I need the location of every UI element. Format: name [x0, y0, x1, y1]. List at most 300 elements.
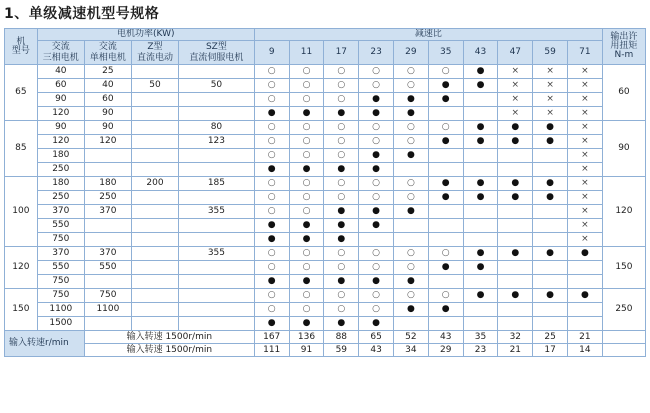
- ratio-cell: [567, 135, 602, 149]
- power-z-cell: [131, 289, 178, 303]
- ratio-cell: [394, 65, 429, 79]
- ratio-cell: [289, 191, 324, 205]
- ratio-cell: [428, 65, 463, 79]
- ratio-cell: [324, 275, 359, 289]
- table-row: [5, 205, 646, 219]
- filled-circle-icon: ●: [302, 234, 311, 244]
- ratio-cell: [324, 219, 359, 233]
- ratio-cell: [394, 163, 429, 177]
- filled-circle-icon: ●: [372, 318, 381, 328]
- ratio-cell: [359, 275, 394, 289]
- ratio-cell: [394, 205, 429, 219]
- header-ratio-11: 11: [289, 41, 324, 65]
- power-sz-cell: [179, 303, 255, 317]
- header-ratio-59: 59: [533, 41, 568, 65]
- filled-circle-icon: ●: [511, 122, 520, 132]
- power-ac3-cell: 120: [37, 135, 84, 149]
- open-circle-icon: ○: [267, 178, 276, 188]
- ratio-cell: [533, 163, 568, 177]
- ratio-cell: [359, 289, 394, 303]
- ratio-cell: [463, 275, 498, 289]
- ratio-cell: [324, 177, 359, 191]
- torque-cell: 120: [602, 177, 645, 247]
- ratio-cell: [498, 163, 533, 177]
- filled-circle-icon: ●: [337, 276, 346, 286]
- open-circle-icon: ○: [406, 80, 415, 90]
- power-ac1-cell: 370: [84, 205, 131, 219]
- header-ratio-35: 35: [428, 41, 463, 65]
- ratio-cell: [428, 93, 463, 107]
- ratio-cell: [359, 135, 394, 149]
- ratio-cell: [498, 303, 533, 317]
- power-sz-cell: 123: [179, 135, 255, 149]
- power-z-cell: [131, 149, 178, 163]
- ratio-cell: [324, 65, 359, 79]
- ratio-cell: [498, 275, 533, 289]
- header-z: [131, 41, 178, 65]
- footer-torque-blank: [602, 331, 645, 344]
- ratio-cell: [289, 247, 324, 261]
- ratio-cell: [533, 149, 568, 163]
- ratio-cell: [359, 177, 394, 191]
- ratio-cell: [567, 163, 602, 177]
- ratio-cell: [533, 247, 568, 261]
- ratio-cell: [359, 233, 394, 247]
- header-z-line-2: 直流电动: [136, 52, 173, 63]
- filled-circle-icon: ●: [337, 164, 346, 174]
- output-speed-value: 167: [254, 331, 289, 344]
- power-z-cell: [131, 163, 178, 177]
- power-ac3-cell: 40: [37, 65, 84, 79]
- filled-circle-icon: ●: [372, 276, 381, 286]
- open-circle-icon: ○: [302, 178, 311, 188]
- ratio-cell: [533, 177, 568, 191]
- header-ac1: [84, 41, 131, 65]
- ratio-cell: [533, 233, 568, 247]
- open-circle-icon: ○: [302, 122, 311, 132]
- ratio-cell: [463, 289, 498, 303]
- output-speed-value: 21: [567, 331, 602, 344]
- filled-circle-icon: ●: [267, 164, 276, 174]
- filled-circle-icon: ●: [372, 220, 381, 230]
- footer-torque-blank: [602, 344, 645, 357]
- ratio-cell: [463, 191, 498, 205]
- ratio-cell: [289, 261, 324, 275]
- open-circle-icon: ○: [302, 136, 311, 146]
- filled-circle-icon: ●: [546, 192, 555, 202]
- ratio-cell: [254, 219, 289, 233]
- ratio-cell: [359, 303, 394, 317]
- output-speed-value: 111: [254, 344, 289, 357]
- open-circle-icon: ○: [406, 248, 415, 258]
- ratio-cell: [394, 303, 429, 317]
- ratio-cell: [359, 93, 394, 107]
- ratio-cell: [428, 121, 463, 135]
- power-sz-cell: 80: [179, 121, 255, 135]
- power-ac3-cell: 750: [37, 275, 84, 289]
- filled-circle-icon: ●: [406, 304, 415, 314]
- ratio-cell: [394, 93, 429, 107]
- input-speed-side-label: 输入转速r/min: [5, 331, 85, 357]
- ratio-cell: [289, 135, 324, 149]
- table-row: [5, 261, 646, 275]
- power-sz-cell: [179, 149, 255, 163]
- header-ratio-29: 29: [394, 41, 429, 65]
- output-speed-value: 35: [463, 331, 498, 344]
- cross-icon: ×: [546, 66, 554, 76]
- header-motor-power: 电机功率(KW): [37, 29, 254, 41]
- ratio-cell: [394, 191, 429, 205]
- open-circle-icon: ○: [302, 262, 311, 272]
- ratio-cell: [567, 121, 602, 135]
- ratio-cell: [359, 121, 394, 135]
- power-z-cell: [131, 219, 178, 233]
- torque-cell: 60: [602, 65, 645, 121]
- power-ac1-cell: 40: [84, 79, 131, 93]
- power-ac3-cell: 60: [37, 79, 84, 93]
- ratio-cell: [567, 191, 602, 205]
- open-circle-icon: ○: [267, 80, 276, 90]
- power-z-cell: [131, 107, 178, 121]
- output-speed-value: 43: [359, 344, 394, 357]
- power-sz-cell: [179, 289, 255, 303]
- power-ac3-cell: 1500: [37, 317, 84, 331]
- power-ac3-cell: 120: [37, 107, 84, 121]
- header-ratio-71: 71: [567, 41, 602, 65]
- ratio-cell: [463, 205, 498, 219]
- filled-circle-icon: ●: [302, 108, 311, 118]
- ratio-cell: [254, 135, 289, 149]
- ratio-cell: [359, 191, 394, 205]
- open-circle-icon: ○: [372, 136, 381, 146]
- ratio-cell: [289, 275, 324, 289]
- ratio-cell: [463, 247, 498, 261]
- ratio-cell: [428, 107, 463, 121]
- ratio-cell: [254, 261, 289, 275]
- ratio-cell: [533, 65, 568, 79]
- filled-circle-icon: ●: [441, 262, 450, 272]
- ratio-cell: [463, 93, 498, 107]
- ratio-cell: [498, 205, 533, 219]
- output-speed-value: 23: [463, 344, 498, 357]
- ratio-cell: [254, 149, 289, 163]
- filled-circle-icon: ●: [302, 164, 311, 174]
- power-sz-cell: [179, 107, 255, 121]
- ratio-cell: [567, 65, 602, 79]
- power-sz-cell: [179, 191, 255, 205]
- output-speed-value: 88: [324, 331, 359, 344]
- open-circle-icon: ○: [302, 192, 311, 202]
- power-ac3-cell: 250: [37, 163, 84, 177]
- power-z-cell: [131, 317, 178, 331]
- ratio-cell: [567, 177, 602, 191]
- filled-circle-icon: ●: [337, 234, 346, 244]
- ratio-cell: [463, 317, 498, 331]
- ratio-cell: [359, 261, 394, 275]
- table-row: [5, 275, 646, 289]
- open-circle-icon: ○: [372, 262, 381, 272]
- filled-circle-icon: ●: [511, 248, 520, 258]
- cross-icon: ×: [546, 80, 554, 90]
- power-z-cell: [131, 233, 178, 247]
- ratio-cell: [498, 79, 533, 93]
- output-speed-value: 59: [324, 344, 359, 357]
- header-frame-line-2: 型号: [11, 45, 30, 56]
- filled-circle-icon: ●: [476, 248, 485, 258]
- cross-icon: ×: [581, 220, 589, 230]
- cross-icon: ×: [546, 94, 554, 104]
- open-circle-icon: ○: [302, 304, 311, 314]
- ratio-cell: [359, 149, 394, 163]
- open-circle-icon: ○: [372, 178, 381, 188]
- power-ac1-cell: [84, 149, 131, 163]
- filled-circle-icon: ●: [406, 108, 415, 118]
- power-ac3-cell: 370: [37, 205, 84, 219]
- filled-circle-icon: ●: [267, 108, 276, 118]
- ratio-cell: [359, 219, 394, 233]
- table-row: [5, 93, 646, 107]
- spec-table: [4, 28, 646, 357]
- ratio-cell: [498, 261, 533, 275]
- filled-circle-icon: ●: [267, 318, 276, 328]
- filled-circle-icon: ●: [441, 178, 450, 188]
- cross-icon: ×: [581, 122, 589, 132]
- frame-size-cell: 150: [5, 289, 38, 331]
- open-circle-icon: ○: [337, 290, 346, 300]
- open-circle-icon: ○: [267, 290, 276, 300]
- ratio-cell: [498, 177, 533, 191]
- ratio-cell: [394, 107, 429, 121]
- header-ac3-line-2: 三相电机: [42, 52, 79, 63]
- power-ac3-cell: 550: [37, 261, 84, 275]
- power-z-cell: [131, 65, 178, 79]
- ratio-cell: [289, 107, 324, 121]
- filled-circle-icon: ●: [476, 178, 485, 188]
- ratio-cell: [498, 149, 533, 163]
- power-z-cell: [131, 275, 178, 289]
- ratio-cell: [567, 317, 602, 331]
- power-ac1-cell: 550: [84, 261, 131, 275]
- filled-circle-icon: ●: [406, 276, 415, 286]
- ratio-cell: [428, 219, 463, 233]
- filled-circle-icon: ●: [476, 192, 485, 202]
- open-circle-icon: ○: [406, 122, 415, 132]
- ratio-cell: [567, 79, 602, 93]
- table-row: [5, 303, 646, 317]
- ratio-cell: [428, 149, 463, 163]
- filled-circle-icon: ●: [476, 122, 485, 132]
- spec-table-body: [5, 29, 646, 357]
- ratio-cell: [324, 149, 359, 163]
- power-ac3-cell: 90: [37, 121, 84, 135]
- ratio-cell: [289, 79, 324, 93]
- filled-circle-icon: ●: [406, 150, 415, 160]
- header-frame-line-1: 机: [16, 36, 26, 47]
- power-ac3-cell: 180: [37, 149, 84, 163]
- ratio-cell: [498, 65, 533, 79]
- output-speed-value: 34: [394, 344, 429, 357]
- cross-icon: ×: [511, 94, 520, 104]
- open-circle-icon: ○: [267, 248, 276, 258]
- open-circle-icon: ○: [441, 66, 450, 76]
- table-row: [5, 163, 646, 177]
- ratio-cell: [254, 275, 289, 289]
- ratio-cell: [394, 247, 429, 261]
- header-torque-line-2: 用扭矩: [610, 41, 638, 51]
- power-sz-cell: 355: [179, 247, 255, 261]
- power-sz-cell: [179, 261, 255, 275]
- header-ratio-43: 43: [463, 41, 498, 65]
- filled-circle-icon: ●: [372, 164, 381, 174]
- ratio-cell: [324, 261, 359, 275]
- table-row: [5, 191, 646, 205]
- power-ac3-cell: 90: [37, 93, 84, 107]
- header-row-2: [5, 41, 646, 65]
- frame-size-cell: 65: [5, 65, 38, 121]
- ratio-cell: [324, 191, 359, 205]
- ratio-cell: [463, 149, 498, 163]
- power-sz-cell: [179, 93, 255, 107]
- table-row: [5, 107, 646, 121]
- open-circle-icon: ○: [441, 248, 450, 258]
- frame-size-cell: 120: [5, 247, 38, 289]
- ratio-cell: [254, 177, 289, 191]
- ratio-cell: [289, 233, 324, 247]
- output-speed-value: 43: [428, 331, 463, 344]
- frame-size-cell: 85: [5, 121, 38, 177]
- power-z-cell: [131, 303, 178, 317]
- filled-circle-icon: ●: [476, 80, 485, 90]
- ratio-cell: [498, 247, 533, 261]
- table-row: [5, 149, 646, 163]
- power-z-cell: [131, 93, 178, 107]
- cross-icon: ×: [581, 66, 589, 76]
- ratio-cell: [324, 247, 359, 261]
- ratio-cell: [254, 289, 289, 303]
- ratio-cell: [498, 191, 533, 205]
- power-sz-cell: [179, 65, 255, 79]
- open-circle-icon: ○: [372, 66, 381, 76]
- ratio-cell: [463, 163, 498, 177]
- ratio-cell: [567, 275, 602, 289]
- power-z-cell: 50: [131, 79, 178, 93]
- header-torque: [602, 29, 645, 65]
- filled-circle-icon: ●: [302, 318, 311, 328]
- cross-icon: ×: [581, 234, 589, 244]
- ratio-cell: [324, 163, 359, 177]
- ratio-cell: [254, 303, 289, 317]
- filled-circle-icon: ●: [476, 66, 485, 76]
- open-circle-icon: ○: [372, 248, 381, 258]
- cross-icon: ×: [581, 108, 589, 118]
- page-title: 1、单级减速机型号规格: [4, 6, 160, 22]
- ratio-cell: [533, 303, 568, 317]
- power-ac1-cell: 370: [84, 247, 131, 261]
- table-row: [5, 135, 646, 149]
- filled-circle-icon: ●: [337, 206, 346, 216]
- power-ac1-cell: [84, 275, 131, 289]
- filled-circle-icon: ●: [372, 206, 381, 216]
- table-row: [5, 289, 646, 303]
- ratio-cell: [567, 289, 602, 303]
- ratio-cell: [567, 233, 602, 247]
- table-row: [5, 65, 646, 79]
- power-z-cell: [131, 135, 178, 149]
- ratio-cell: [394, 261, 429, 275]
- cross-icon: ×: [581, 192, 589, 202]
- ratio-cell: [533, 275, 568, 289]
- power-ac1-cell: 750: [84, 289, 131, 303]
- ratio-cell: [289, 163, 324, 177]
- frame-size-cell: 100: [5, 177, 38, 247]
- ratio-cell: [254, 247, 289, 261]
- cross-icon: ×: [511, 80, 520, 90]
- ratio-cell: [359, 247, 394, 261]
- filled-circle-icon: ●: [267, 234, 276, 244]
- output-speed-row: [5, 344, 646, 357]
- open-circle-icon: ○: [267, 192, 276, 202]
- ratio-cell: [428, 303, 463, 317]
- cross-icon: ×: [511, 108, 520, 118]
- ratio-cell: [289, 65, 324, 79]
- ratio-cell: [394, 149, 429, 163]
- open-circle-icon: ○: [337, 150, 346, 160]
- ratio-cell: [428, 135, 463, 149]
- power-ac1-cell: 120: [84, 135, 131, 149]
- ratio-cell: [428, 247, 463, 261]
- output-speed-value: 52: [394, 331, 429, 344]
- open-circle-icon: ○: [267, 94, 276, 104]
- ratio-cell: [359, 205, 394, 219]
- filled-circle-icon: ●: [580, 290, 589, 300]
- power-ac3-cell: 1100: [37, 303, 84, 317]
- power-sz-cell: [179, 275, 255, 289]
- ratio-cell: [498, 289, 533, 303]
- filled-circle-icon: ●: [546, 136, 555, 146]
- ratio-cell: [498, 121, 533, 135]
- ratio-cell: [324, 107, 359, 121]
- filled-circle-icon: ●: [511, 290, 520, 300]
- power-ac3-cell: 750: [37, 289, 84, 303]
- table-row: [5, 317, 646, 331]
- power-ac3-cell: 750: [37, 233, 84, 247]
- ratio-cell: [463, 177, 498, 191]
- torque-cell: 250: [602, 289, 645, 331]
- ratio-cell: [567, 247, 602, 261]
- cross-icon: ×: [581, 164, 589, 174]
- open-circle-icon: ○: [267, 304, 276, 314]
- open-circle-icon: ○: [267, 66, 276, 76]
- ratio-cell: [289, 121, 324, 135]
- filled-circle-icon: ●: [511, 136, 520, 146]
- header-ac1-line-1: 交流: [98, 41, 117, 52]
- ratio-cell: [533, 289, 568, 303]
- ratio-cell: [533, 121, 568, 135]
- header-ratio-17: 17: [324, 41, 359, 65]
- open-circle-icon: ○: [406, 262, 415, 272]
- power-ac1-cell: [84, 317, 131, 331]
- ratio-cell: [533, 219, 568, 233]
- filled-circle-icon: ●: [441, 80, 450, 90]
- cross-icon: ×: [546, 108, 554, 118]
- header-row-1: [5, 29, 646, 41]
- ratio-cell: [254, 205, 289, 219]
- power-z-cell: 200: [131, 177, 178, 191]
- table-row: [5, 79, 646, 93]
- power-ac3-cell: 180: [37, 177, 84, 191]
- ratio-cell: [254, 107, 289, 121]
- power-ac1-cell: [84, 219, 131, 233]
